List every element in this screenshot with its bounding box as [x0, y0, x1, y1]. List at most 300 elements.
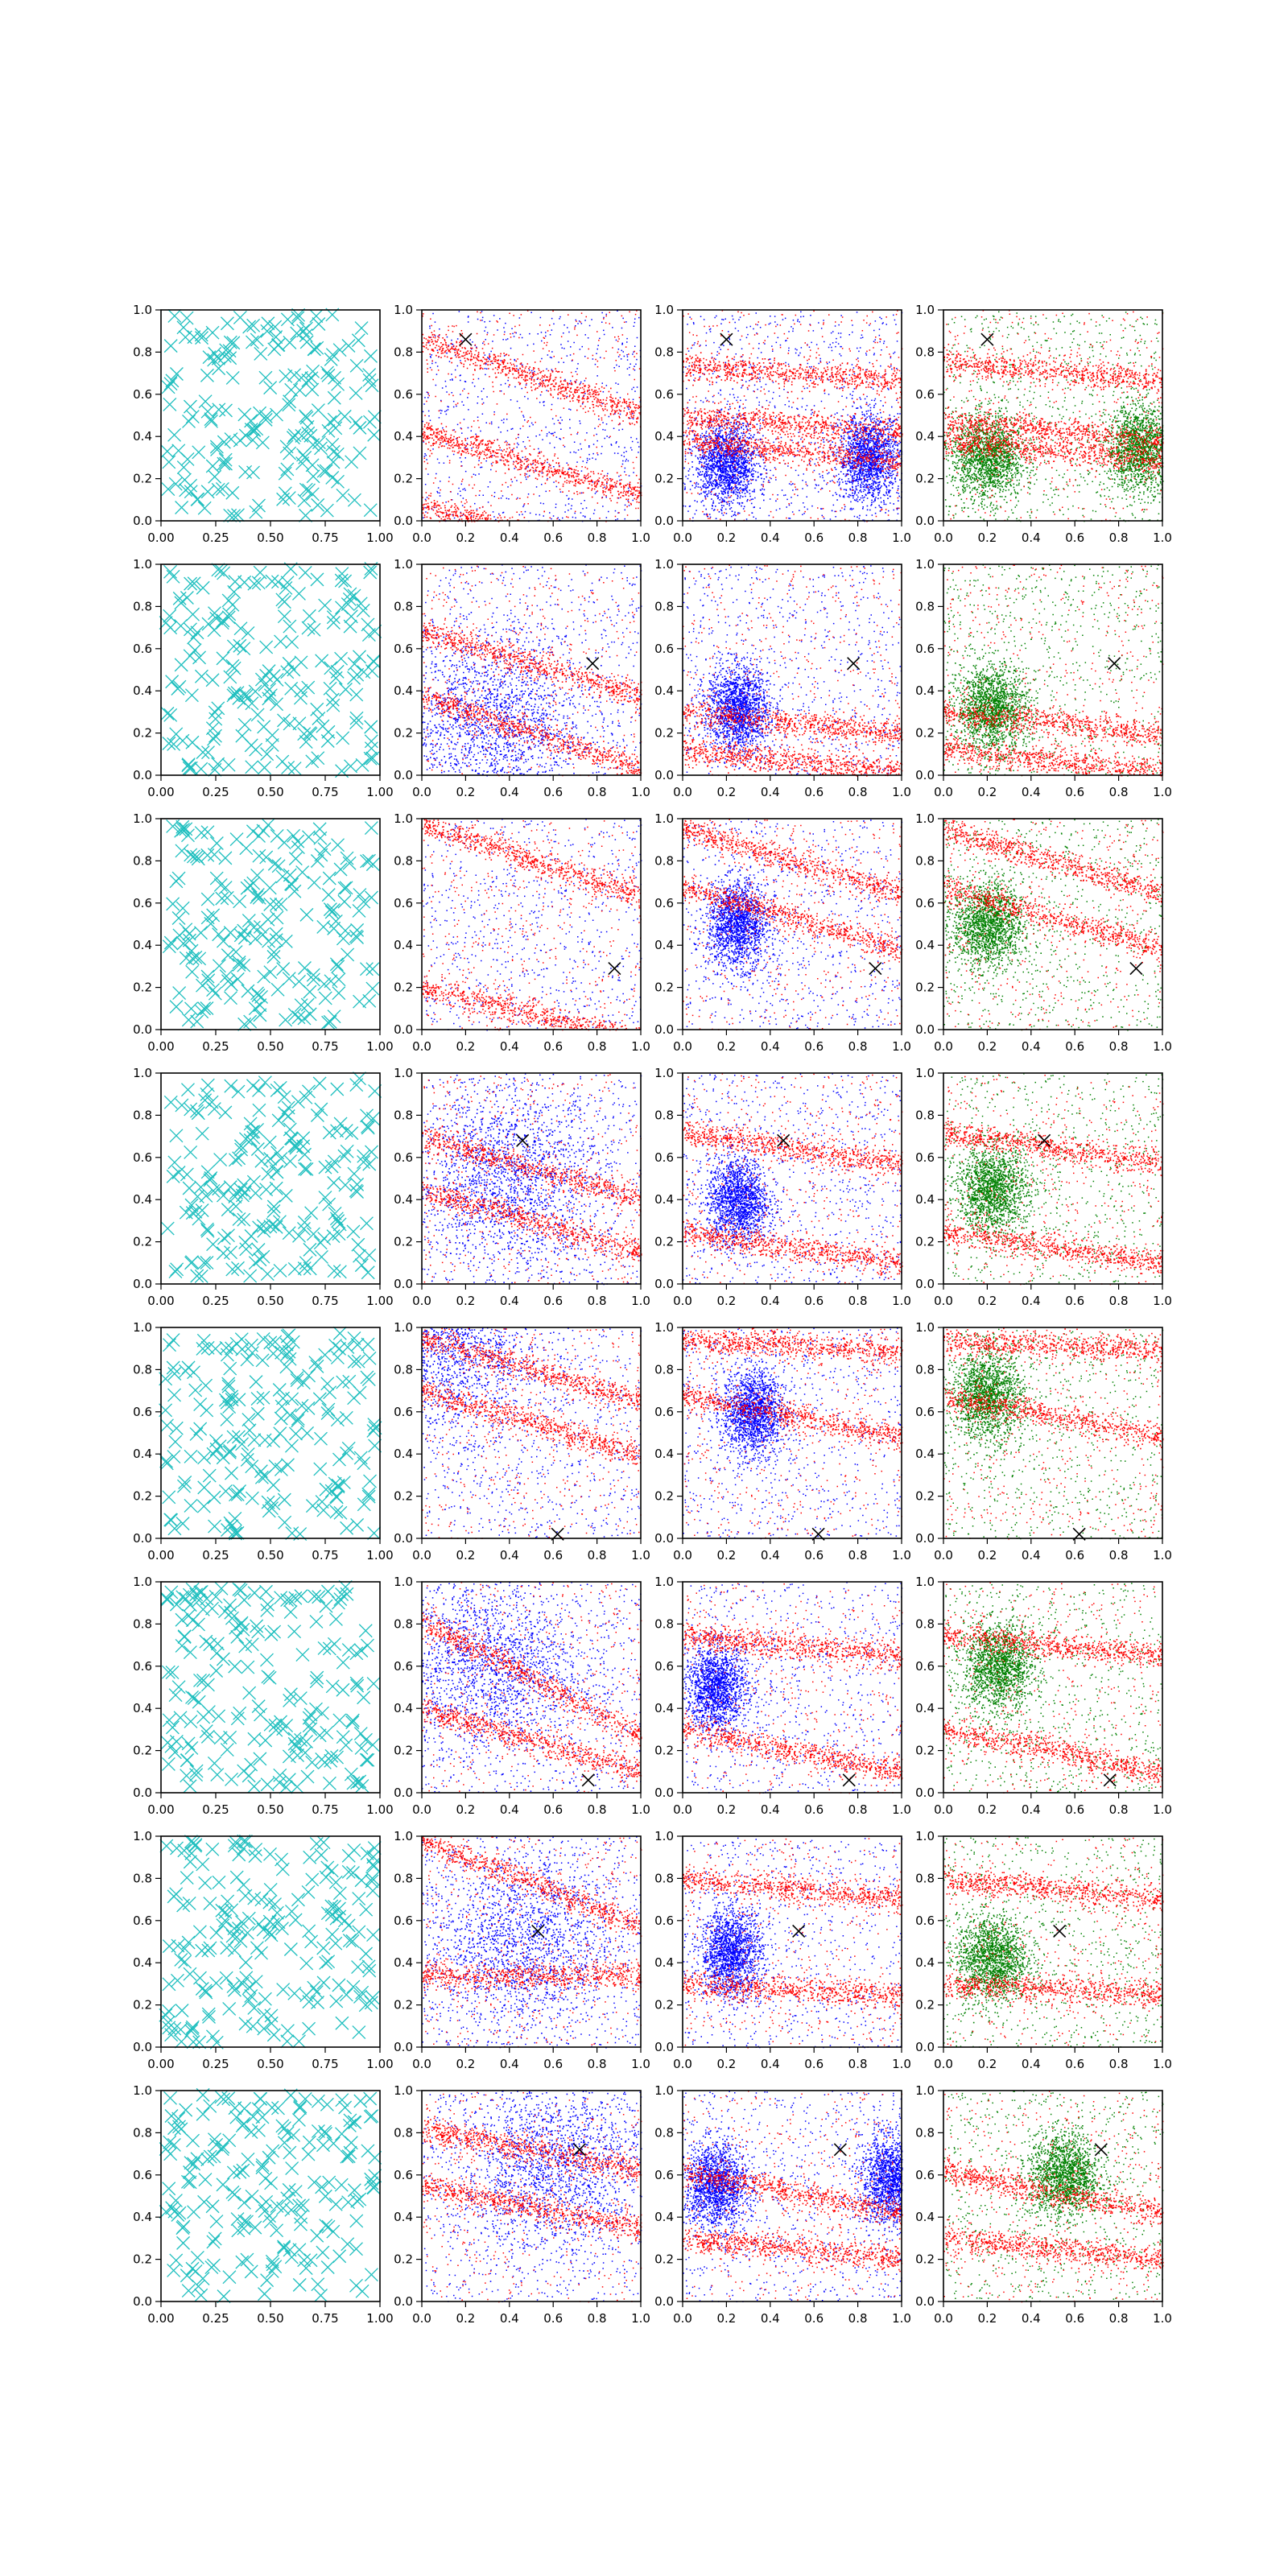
x-marker — [348, 1843, 361, 1856]
y-tick-label: 0.0 — [394, 1531, 413, 1546]
scatter-panel — [915, 303, 1172, 545]
x-marker — [279, 1189, 292, 1202]
x-marker — [312, 712, 325, 725]
x-marker — [184, 1780, 196, 1793]
y-tick-label: 0.4 — [654, 2210, 674, 2225]
x-marker — [207, 909, 220, 922]
x-tick-label: 1.00 — [366, 1294, 394, 1308]
x-tick-label: 1.0 — [1153, 1039, 1172, 1054]
random-markers-panel — [133, 2083, 394, 2326]
x-tick-label: 0.4 — [760, 1548, 780, 1563]
y-tick-label: 0.2 — [654, 2252, 674, 2267]
x-marker — [279, 369, 292, 382]
x-tick-label: 0.25 — [202, 530, 229, 545]
x-marker — [199, 1876, 212, 1889]
x-marker — [175, 824, 188, 837]
x-marker — [201, 893, 214, 906]
y-tick-label: 0.6 — [394, 2167, 413, 2182]
x-marker — [262, 1670, 275, 1683]
y-tick-label: 0.6 — [394, 641, 413, 656]
x-tick-label: 1.0 — [1153, 1548, 1172, 1563]
x-marker — [365, 665, 378, 678]
x-marker — [262, 692, 275, 705]
x-marker — [281, 463, 294, 476]
x-marker — [161, 1222, 174, 1235]
x-marker — [364, 349, 377, 362]
x-marker — [192, 2280, 204, 2293]
scatter-panel — [654, 811, 911, 1054]
x-marker — [299, 509, 312, 522]
x-marker — [207, 1447, 220, 1460]
x-marker — [180, 1206, 192, 1219]
y-tick-label: 1.0 — [133, 2083, 152, 2098]
x-marker — [246, 697, 258, 710]
x-tick-label: 0.8 — [848, 1294, 868, 1308]
x-tick-label: 0.2 — [716, 530, 737, 545]
y-tick-label: 1.0 — [654, 1320, 674, 1335]
y-tick-label: 0.6 — [394, 1150, 413, 1165]
x-marker — [209, 1342, 222, 1355]
x-marker — [210, 837, 223, 850]
x-marker — [170, 2254, 183, 2267]
y-tick-label: 0.8 — [394, 1108, 413, 1123]
x-marker — [179, 1955, 192, 1968]
red-points — [943, 1836, 1164, 2048]
x-marker — [224, 992, 237, 1005]
x-tick-label: 0.8 — [1108, 785, 1129, 799]
x-marker — [332, 973, 345, 986]
x-marker — [311, 1360, 324, 1373]
x-tick-label: 0.75 — [312, 2311, 339, 2326]
x-marker — [320, 464, 332, 477]
x-marker — [226, 486, 239, 499]
x-marker — [316, 1707, 328, 1719]
x-marker — [353, 1386, 366, 1399]
x-tick-label: 1.0 — [1153, 2057, 1172, 2071]
x-marker — [334, 1593, 347, 1606]
x-marker — [272, 860, 285, 873]
x-marker — [198, 502, 211, 514]
red-points — [422, 2092, 642, 2303]
x-marker — [319, 599, 332, 612]
x-marker — [299, 410, 312, 423]
x-marker — [236, 2120, 249, 2132]
x-marker — [323, 2176, 336, 2189]
y-tick-label: 0.4 — [133, 683, 152, 699]
x-tick-label: 0.2 — [977, 530, 997, 545]
x-marker — [243, 1686, 256, 1699]
x-tick-label: 0.75 — [312, 785, 339, 799]
x-marker — [317, 1504, 330, 1517]
x-marker — [365, 2268, 378, 2281]
x-marker — [246, 1492, 258, 1505]
red-points — [683, 819, 903, 1030]
x-marker — [253, 1084, 266, 1096]
x-marker — [351, 1339, 364, 1352]
scatter-panel — [654, 1829, 911, 2071]
x-marker — [295, 1590, 308, 1603]
x-tick-label: 0.00 — [147, 1294, 175, 1308]
x-marker — [184, 1967, 196, 1980]
x-marker — [216, 2143, 229, 2156]
x-marker — [242, 626, 254, 639]
x-marker — [303, 484, 316, 497]
x-marker — [188, 1692, 200, 1705]
x-marker — [362, 1488, 375, 1501]
x-marker — [319, 2125, 332, 2138]
y-tick-label: 0.0 — [133, 1785, 152, 1800]
x-tick-label: 0.8 — [1108, 1039, 1129, 1054]
y-tick-label: 0.8 — [394, 1871, 413, 1886]
x-marker — [266, 575, 279, 588]
x-marker — [217, 1451, 229, 1464]
x-marker — [287, 431, 299, 444]
x-tick-label: 1.0 — [892, 1802, 911, 1817]
x-tick-label: 0.2 — [977, 1294, 997, 1308]
x-marker — [365, 735, 378, 748]
y-tick-label: 0.0 — [915, 1022, 935, 1037]
red-points — [943, 1582, 1163, 1793]
x-tick-label: 1.0 — [892, 1294, 911, 1308]
y-tick-label: 0.6 — [654, 1150, 674, 1165]
y-tick-label: 0.4 — [915, 429, 935, 444]
x-tick-label: 0.4 — [499, 2057, 519, 2071]
x-marker — [284, 1594, 297, 1607]
x-marker — [323, 872, 336, 885]
x-marker — [163, 2004, 175, 2017]
x-marker — [258, 970, 270, 983]
x-tick-label: 0.2 — [456, 1802, 476, 1817]
x-marker — [206, 1843, 219, 1856]
x-marker — [253, 829, 266, 842]
y-tick-label: 0.2 — [133, 1743, 152, 1758]
y-tick-label: 0.0 — [654, 1531, 674, 1546]
x-marker — [245, 1230, 258, 1243]
x-marker — [355, 1645, 368, 1657]
y-tick-label: 0.0 — [394, 1785, 413, 1800]
x-marker — [223, 2271, 236, 2284]
x-marker — [309, 1703, 322, 1715]
y-tick-label: 0.2 — [654, 1743, 674, 1758]
reference-x-marker — [573, 2144, 585, 2156]
x-tick-label: 0.2 — [716, 1039, 737, 1054]
y-tick-label: 0.4 — [915, 683, 935, 699]
x-marker — [208, 987, 221, 1000]
x-marker — [283, 972, 295, 985]
x-marker — [177, 823, 190, 836]
x-marker — [288, 1625, 301, 1638]
axes-frame — [683, 1327, 902, 1538]
x-tick-label: 0.4 — [760, 785, 780, 799]
x-marker — [278, 1493, 291, 1506]
y-tick-label: 0.0 — [654, 1022, 674, 1037]
y-tick-label: 0.6 — [133, 1658, 152, 1674]
x-marker — [306, 755, 319, 768]
y-tick-label: 0.0 — [133, 2040, 152, 2054]
x-marker — [298, 961, 311, 974]
random-markers-panel — [133, 557, 394, 799]
x-marker — [302, 1885, 315, 1898]
x-marker — [366, 1739, 379, 1752]
x-marker — [360, 963, 373, 976]
x-tick-label: 0.2 — [456, 1548, 476, 1563]
x-marker — [261, 748, 274, 761]
x-marker — [340, 881, 353, 894]
x-tick-label: 0.0 — [934, 1802, 953, 1817]
x-marker — [357, 1498, 370, 1511]
y-tick-label: 0.6 — [654, 1404, 674, 1419]
x-marker — [249, 1187, 262, 1199]
x-marker — [319, 1191, 332, 1204]
y-tick-label: 0.0 — [915, 2294, 935, 2309]
x-marker — [336, 1376, 349, 1389]
x-tick-label: 1.0 — [892, 1039, 911, 1054]
x-marker — [191, 2153, 204, 2165]
x-tick-label: 0.2 — [456, 785, 476, 799]
x-tick-label: 0.0 — [673, 785, 692, 799]
y-tick-label: 0.4 — [654, 429, 674, 444]
x-tick-label: 0.0 — [934, 1039, 953, 1054]
red-points — [422, 1327, 642, 1539]
random-markers-panel — [133, 1066, 394, 1308]
x-marker — [258, 762, 271, 774]
y-tick-label: 0.0 — [915, 1277, 935, 1291]
y-tick-label: 0.4 — [654, 1955, 674, 1971]
x-marker — [294, 1692, 307, 1705]
x-tick-label: 0.0 — [412, 2057, 431, 2071]
scatter-panel — [915, 1066, 1172, 1308]
x-marker — [310, 1615, 323, 1628]
x-marker — [351, 1679, 364, 1692]
x-marker — [310, 310, 323, 323]
x-marker — [217, 2178, 229, 2191]
x-marker — [333, 1887, 346, 1900]
x-marker — [173, 592, 186, 605]
x-tick-label: 0.00 — [147, 2311, 175, 2326]
x-marker — [184, 2176, 196, 2189]
x-marker — [180, 312, 193, 324]
x-marker — [312, 404, 324, 417]
x-marker — [301, 1426, 314, 1439]
x-marker — [185, 944, 198, 957]
random-markers-panel — [133, 1829, 394, 2071]
x-tick-label: 0.8 — [587, 2311, 607, 2326]
x-marker — [221, 1942, 233, 1955]
x-tick-label: 0.0 — [412, 1039, 431, 1054]
x-marker — [306, 1500, 319, 1513]
x-tick-label: 0.2 — [716, 1294, 737, 1308]
reference-x-marker — [869, 963, 881, 975]
x-marker — [187, 608, 200, 621]
red-points — [943, 2091, 1164, 2302]
x-marker — [271, 983, 284, 996]
x-marker — [244, 1015, 257, 1028]
x-marker — [163, 1339, 176, 1352]
x-marker — [207, 1184, 220, 1197]
x-marker — [219, 881, 232, 894]
x-marker — [313, 1393, 326, 1406]
x-marker — [160, 1455, 173, 1468]
x-marker — [270, 1906, 283, 1919]
x-marker — [365, 720, 378, 733]
x-marker — [231, 1712, 244, 1725]
y-tick-label: 0.0 — [394, 2294, 413, 2309]
x-marker — [283, 1227, 295, 1240]
x-marker — [303, 2022, 316, 2035]
x-tick-label: 0.4 — [499, 1039, 519, 1054]
x-marker — [267, 670, 280, 683]
x-tick-label: 0.6 — [1065, 1548, 1085, 1563]
x-tick-label: 0.4 — [1021, 1548, 1041, 1563]
x-marker — [319, 1161, 332, 1174]
x-marker — [177, 321, 190, 334]
y-tick-label: 0.4 — [394, 2210, 413, 2225]
x-marker — [362, 1490, 375, 1503]
reference-x-marker — [1108, 658, 1121, 670]
x-marker — [293, 2102, 306, 2115]
x-tick-label: 0.6 — [543, 1294, 564, 1308]
x-marker — [221, 317, 233, 330]
x-tick-label: 0.6 — [543, 1802, 564, 1817]
y-tick-label: 1.0 — [394, 811, 413, 826]
y-tick-label: 0.4 — [915, 1955, 935, 1971]
x-tick-label: 0.2 — [977, 2057, 997, 2071]
red-points — [943, 564, 1163, 776]
x-tick-label: 0.4 — [1021, 1294, 1041, 1308]
x-marker — [258, 2288, 271, 2301]
x-marker — [214, 878, 227, 891]
y-tick-label: 0.8 — [394, 345, 413, 360]
x-marker — [221, 1744, 233, 1757]
y-tick-label: 0.8 — [915, 599, 935, 614]
x-tick-label: 0.6 — [543, 2311, 564, 2326]
x-marker — [365, 891, 378, 904]
y-tick-label: 0.6 — [133, 1150, 152, 1165]
x-marker — [326, 349, 339, 361]
x-tick-label: 0.00 — [147, 2057, 175, 2071]
x-marker — [330, 1995, 343, 2008]
x-marker — [306, 1756, 319, 1769]
x-tick-label: 0.6 — [1065, 1802, 1085, 1817]
x-marker — [163, 456, 175, 469]
x-marker — [327, 611, 340, 624]
blue-points — [422, 1327, 642, 1538]
y-tick-label: 0.2 — [915, 1234, 935, 1249]
x-marker — [184, 485, 197, 498]
x-marker — [365, 1875, 378, 1888]
x-marker — [327, 616, 340, 629]
y-tick-label: 0.0 — [133, 1277, 152, 1291]
x-marker — [213, 960, 225, 972]
x-marker — [328, 413, 341, 426]
x-marker — [162, 483, 175, 496]
y-tick-label: 0.6 — [133, 1404, 152, 1419]
x-tick-label: 0.6 — [1065, 2057, 1085, 2071]
x-marker — [306, 1873, 319, 1886]
random-markers-panel — [133, 1320, 394, 1563]
x-marker — [334, 1117, 347, 1130]
x-marker — [261, 324, 274, 337]
y-tick-label: 0.4 — [915, 938, 935, 953]
x-marker — [214, 1732, 227, 1744]
x-tick-label: 0.0 — [673, 2311, 692, 2326]
x-marker — [341, 1447, 353, 1459]
x-marker — [348, 658, 361, 671]
y-tick-label: 0.6 — [654, 2167, 674, 2182]
y-tick-label: 0.2 — [133, 2252, 152, 2267]
x-marker — [214, 1154, 227, 1166]
y-tick-label: 0.4 — [133, 938, 152, 953]
reference-x-marker — [1095, 2144, 1107, 2156]
x-tick-label: 0.4 — [1021, 2311, 1041, 2326]
y-tick-label: 0.6 — [133, 641, 152, 656]
x-marker — [292, 587, 305, 600]
x-tick-label: 0.2 — [456, 1294, 476, 1308]
x-marker — [263, 1896, 276, 1909]
x-marker — [293, 2278, 306, 2291]
y-tick-label: 0.8 — [915, 2125, 935, 2140]
x-marker — [255, 1154, 268, 1167]
blue-points — [422, 1073, 642, 1285]
x-marker — [184, 1499, 197, 1512]
x-marker — [279, 935, 292, 947]
x-tick-label: 0.4 — [1021, 2057, 1041, 2071]
x-marker — [253, 1104, 266, 1117]
x-marker — [250, 1843, 262, 1856]
x-marker — [366, 1858, 379, 1871]
x-marker — [352, 1961, 365, 1974]
y-tick-label: 0.0 — [394, 514, 413, 528]
x-marker — [200, 1002, 213, 1015]
x-marker — [196, 1858, 209, 1871]
x-marker — [298, 1216, 311, 1228]
x-marker — [332, 839, 345, 852]
x-tick-label: 0.8 — [848, 1802, 868, 1817]
x-marker — [173, 2207, 186, 2219]
y-tick-label: 0.8 — [654, 599, 674, 614]
x-marker — [260, 1653, 273, 1666]
x-marker — [356, 2285, 369, 2297]
y-tick-label: 0.2 — [915, 1743, 935, 1758]
x-marker — [217, 1919, 229, 1932]
x-marker — [256, 2159, 269, 2172]
x-marker — [168, 1156, 181, 1169]
x-marker — [188, 2206, 200, 2219]
x-tick-label: 0.6 — [1065, 2311, 1085, 2326]
x-tick-label: 0.6 — [804, 785, 824, 799]
x-marker — [202, 1706, 215, 1719]
x-marker — [187, 2134, 200, 2147]
y-tick-label: 0.2 — [133, 1997, 152, 2013]
x-tick-label: 1.0 — [631, 1802, 650, 1817]
x-marker — [254, 1752, 266, 1765]
x-tick-label: 0.50 — [257, 1294, 284, 1308]
y-tick-label: 1.0 — [654, 1575, 674, 1589]
x-marker — [281, 2192, 294, 2205]
x-marker — [170, 1001, 183, 1013]
red-points — [683, 564, 902, 776]
x-marker — [225, 1467, 238, 1480]
x-marker — [198, 1002, 211, 1015]
x-marker — [211, 443, 224, 456]
x-marker — [200, 1223, 213, 1236]
y-tick-label: 0.8 — [394, 1362, 413, 1377]
x-marker — [299, 329, 312, 342]
x-marker — [205, 415, 218, 427]
x-tick-label: 0.6 — [543, 530, 564, 545]
y-tick-label: 0.0 — [394, 2040, 413, 2054]
x-tick-label: 0.4 — [499, 1294, 519, 1308]
